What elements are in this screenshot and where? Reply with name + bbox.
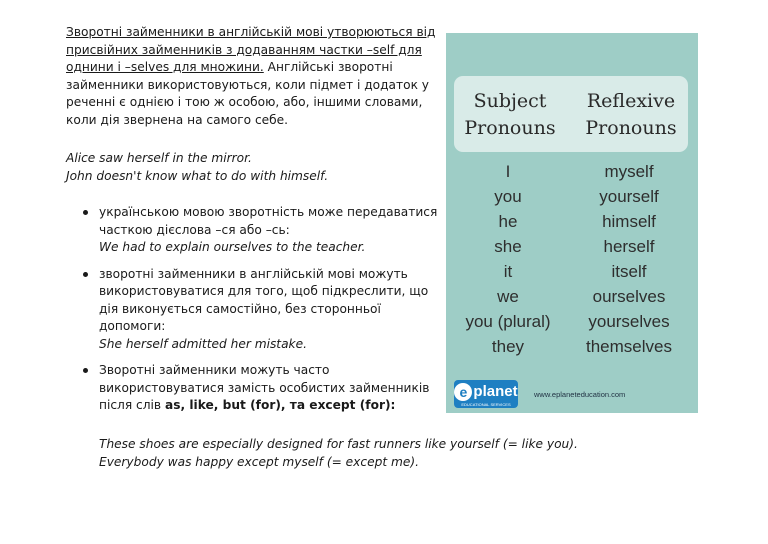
example-1: Alice saw herself in the mirror. — [66, 151, 252, 165]
bullet-text: Зворотні займенники можуть часто використовуватися замість особистих займенників після слів — [99, 363, 430, 412]
header-subject-line2: Pronouns — [464, 117, 556, 139]
reflexive-pronoun: myself — [604, 162, 654, 181]
website-url: www.eplaneteducation.com — [534, 390, 626, 399]
logo-globe-icon: e — [454, 383, 472, 401]
reflexive-pronoun: yourself — [599, 187, 659, 206]
header-reflexive — [572, 88, 690, 142]
reflexive-pronoun: yourselves — [588, 312, 670, 331]
final-example-1: These shoes are especially designed for fast runners like yourself (= like you). — [99, 437, 578, 451]
bullet-bold: as, like, but (for), та except (for): — [164, 398, 396, 412]
bullet-item-2 — [80, 266, 440, 354]
subject-pronoun: we — [497, 287, 519, 306]
bullet-list — [80, 204, 440, 424]
reflexive-column — [570, 159, 688, 359]
reflexive-pronoun: itself — [611, 262, 647, 281]
examples-block — [66, 150, 446, 185]
logo-subtext: EDUCATIONAL SERVICES — [461, 402, 511, 407]
intro-rest: Англійські зворотні займенники використовуються, коли підмет і додаток у реченні є однією і тою ж особою, або, іншими словами, коли дія звернена на самого себе. — [66, 60, 430, 127]
reflexive-pronoun: himself — [602, 212, 656, 231]
subject-pronoun: they — [491, 337, 525, 356]
subject-pronoun: you — [494, 187, 522, 206]
logo-text: planet — [473, 383, 518, 400]
card-header — [454, 76, 688, 152]
subject-pronoun: you (plural) — [465, 312, 551, 331]
bullet-text: українською мовою зворотність може передаватися часткою дієслова –ся або –сь: — [99, 205, 438, 237]
reflexive-pronoun: herself — [603, 237, 655, 256]
final-example-2: Everybody was happy except myself (= except me). — [99, 454, 419, 469]
reflexive-pronoun: themselves — [586, 337, 672, 356]
eplanet-logo — [454, 380, 518, 408]
bullet-example: She herself admitted her mistake. — [99, 336, 307, 351]
final-examples — [99, 436, 578, 471]
subject-column — [452, 159, 564, 359]
header-reflexive-line2: Pronouns — [585, 117, 677, 139]
reflexive-pronoun: ourselves — [592, 287, 666, 306]
header-subject-line1: Subject — [473, 90, 547, 112]
intro-underlined: Зворотні займенники в англійській мові утворюються від присвійних займенників з додаванням частки –self для однини і –selves для множини. — [66, 25, 436, 74]
intro-paragraph — [66, 24, 438, 129]
bullet-example: We had to explain ourselves to the teacher. — [99, 240, 366, 254]
header-reflexive-line1: Reflexive — [586, 90, 676, 112]
bullet-text: зворотні займенники в англійській мові можуть використовуватися для того, щоб підкреслити, що дія виконується самостійно, без сторонньої допомоги: — [99, 266, 429, 333]
example-2: John doesn't know what to do with himself. — [66, 168, 329, 183]
bullet-item-1 — [80, 204, 440, 257]
subject-pronoun: I — [505, 162, 511, 181]
subject-pronoun: it — [503, 262, 513, 281]
bullet-item-3 — [80, 362, 440, 415]
subject-pronoun: she — [494, 237, 522, 256]
subject-pronoun: he — [498, 212, 518, 231]
pronoun-card — [446, 33, 698, 413]
header-subject — [454, 88, 566, 142]
